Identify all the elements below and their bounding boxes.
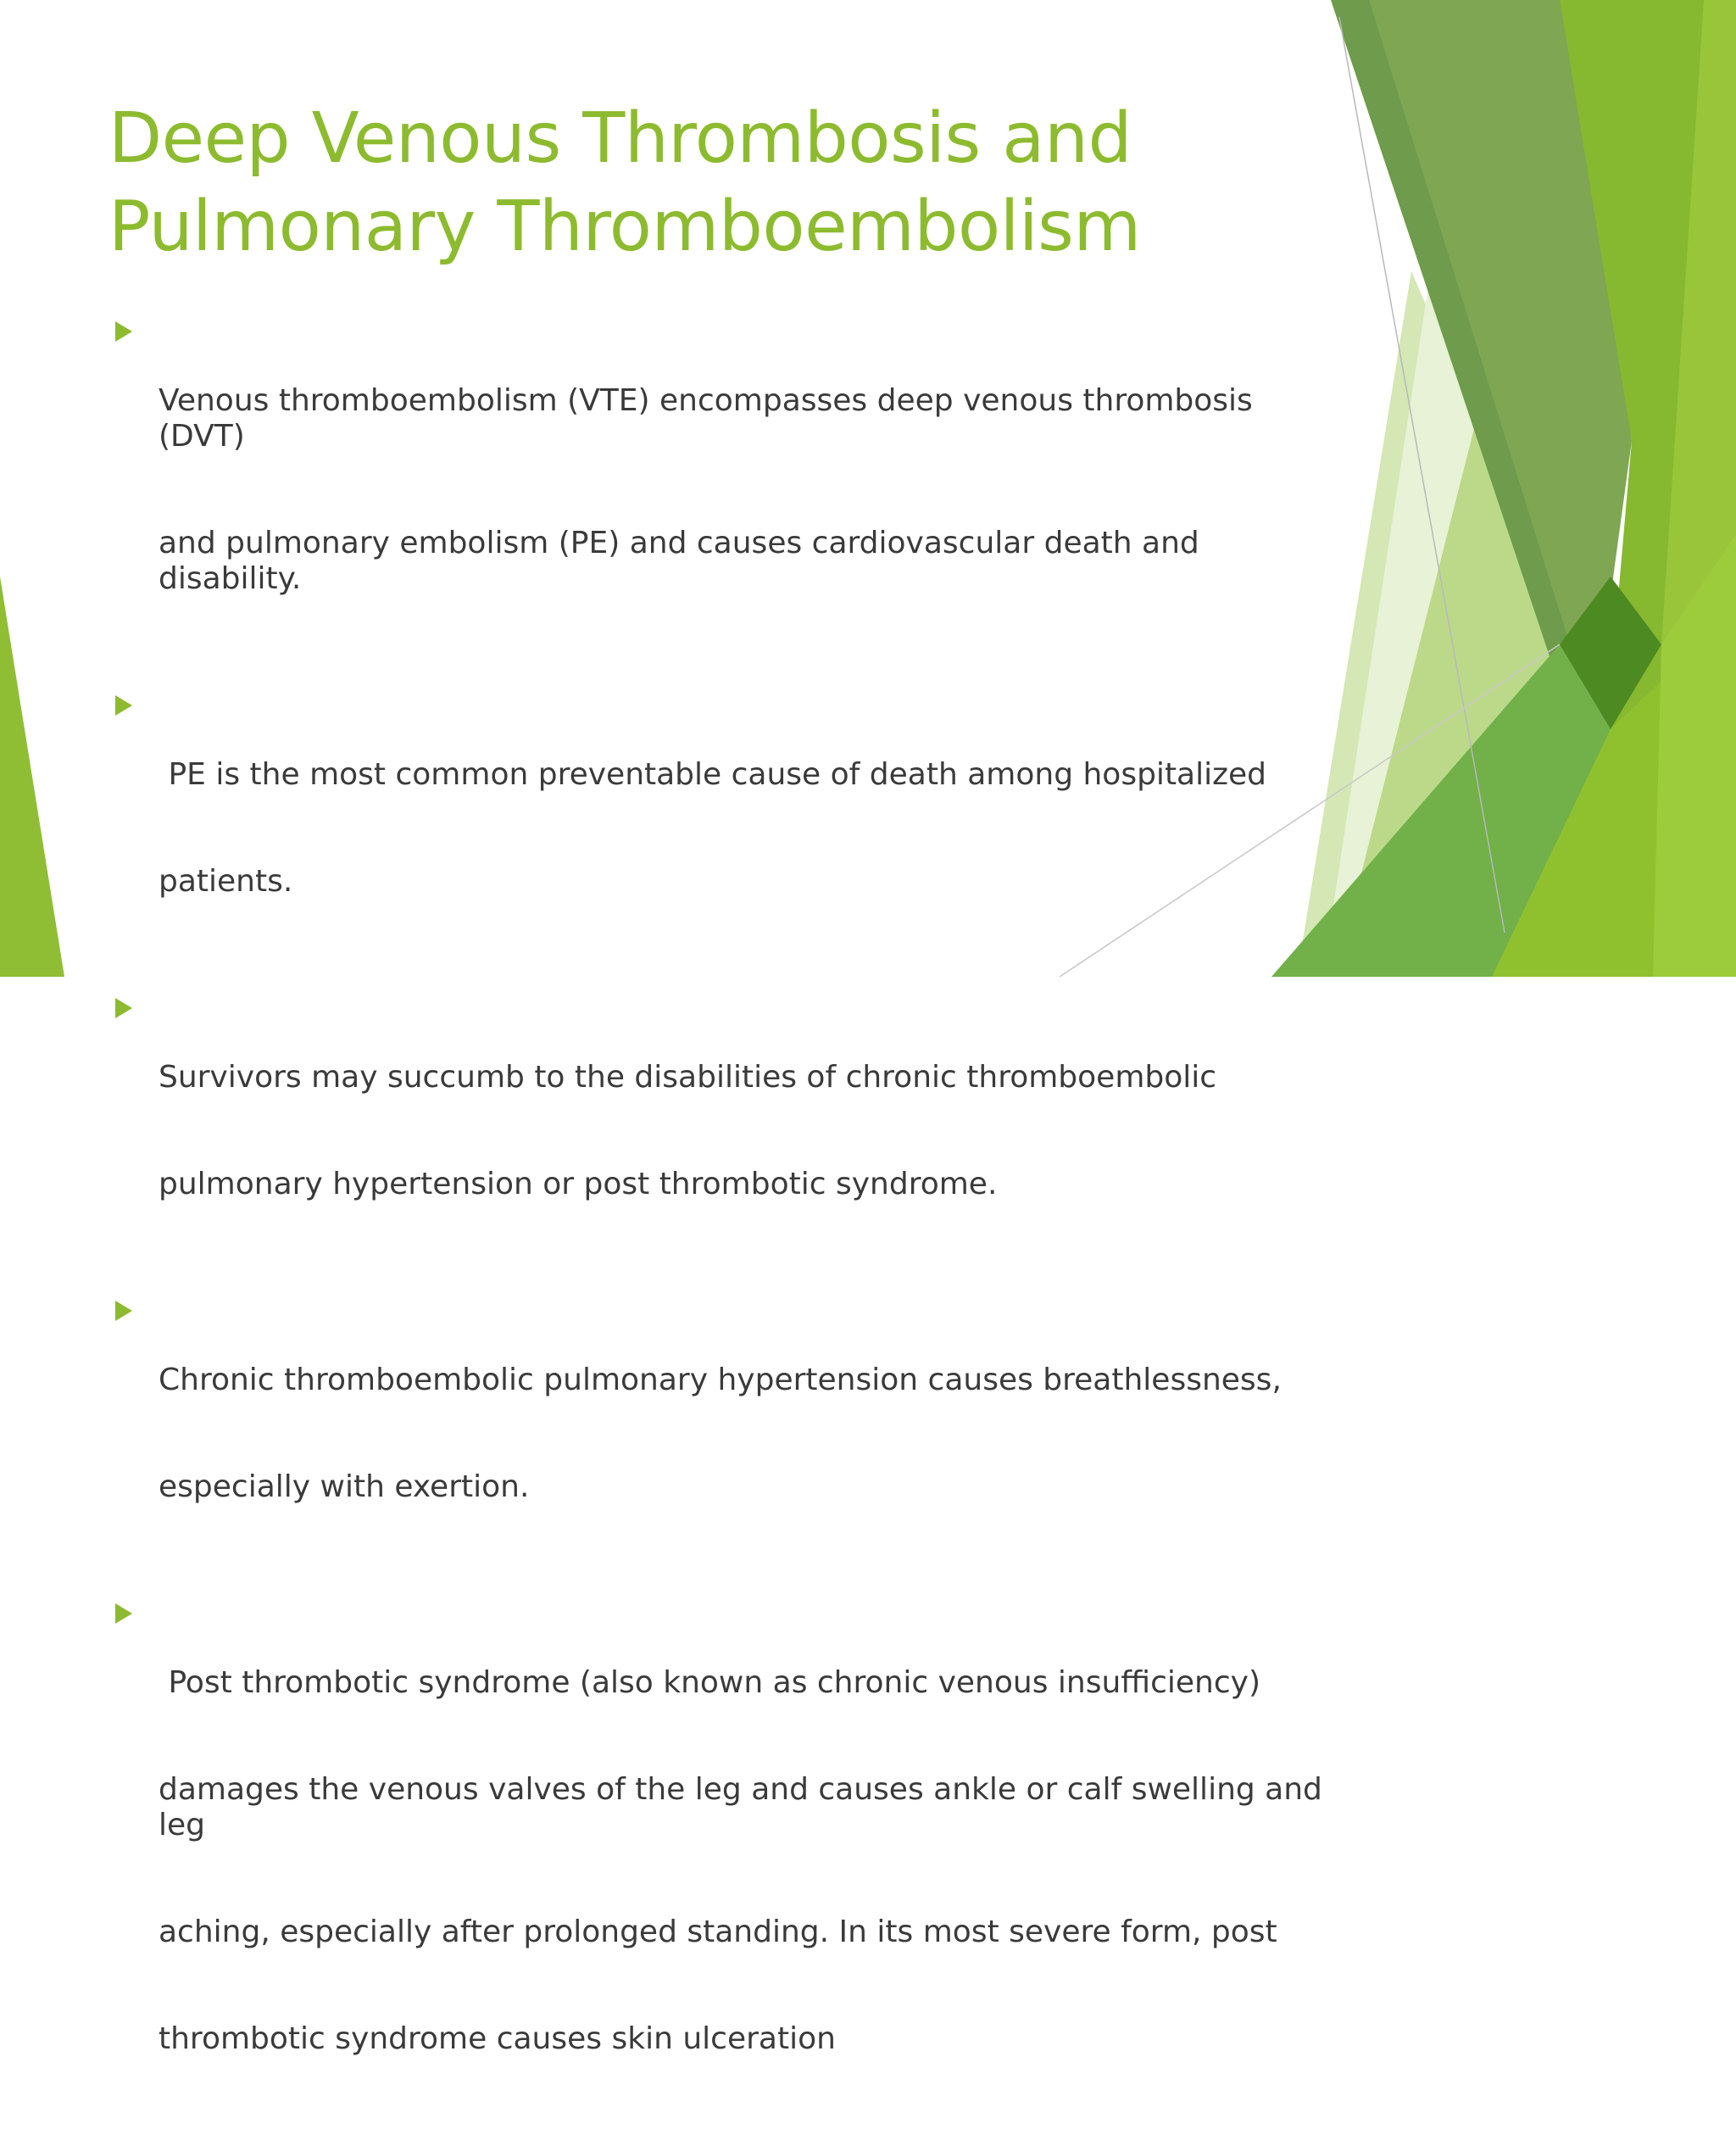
bullet-line: pulmonary hypertension or post thrombotic syndrome. [159, 1167, 998, 1201]
slide-title-line-2: Pulmonary Thromboembolism [108, 187, 1141, 267]
bullet-line: especially with exertion. [159, 1469, 530, 1504]
bullet-text [159, 312, 1329, 668]
bullet-text [159, 989, 1329, 1274]
bullet-line: Post thrombotic syndrome (also known as chronic venous insufficiency) [159, 1665, 1260, 1700]
triangle-right-icon [115, 998, 132, 1018]
bullet-item [108, 686, 1329, 971]
triangle-right-icon [115, 1301, 132, 1321]
bullet-item [108, 989, 1329, 1274]
slide-title [108, 95, 1278, 271]
triangle-right-icon [115, 1603, 132, 1624]
bullet-list [108, 312, 1333, 2146]
bullet-line: Venous thromboembolism (VTE) encompasses deep venous thrombosis (DVT) [159, 383, 1263, 454]
bullet-line: damages the venous valves of the leg and causes ankle or calf swelling and leg [159, 1772, 1333, 1842]
slide-title-line-1: Deep Venous Thrombosis and [108, 98, 1132, 179]
bullet-line: thrombotic syndrome causes skin ulceration [159, 2021, 836, 2056]
bullet-item [108, 312, 1329, 668]
bullet-line: PE is the most common preventable cause of death among hospitalized [159, 757, 1267, 792]
bullet-item [108, 1594, 1333, 2128]
left-green-sliver [0, 577, 64, 977]
triangle-right-icon [115, 321, 132, 342]
bullet-text [159, 1594, 1333, 2128]
bullet-text [159, 686, 1329, 971]
bullet-line: Chronic thromboembolic pulmonary hypertension causes breathlessness, [159, 1363, 1282, 1397]
bullet-line: and pulmonary embolism (PE) and causes cardiovascular death and disability. [159, 526, 1210, 596]
bullet-line: patients. [159, 864, 293, 899]
bullet-line: aching, especially after prolonged standing. In its most severe form, post [159, 1915, 1277, 1949]
triangle-right-icon [115, 695, 132, 716]
bullet-line: Survivors may succumb to the disabilities of chronic thromboembolic [159, 1060, 1217, 1095]
bullet-item [108, 1291, 1329, 1576]
bullet-text [159, 1291, 1329, 1576]
